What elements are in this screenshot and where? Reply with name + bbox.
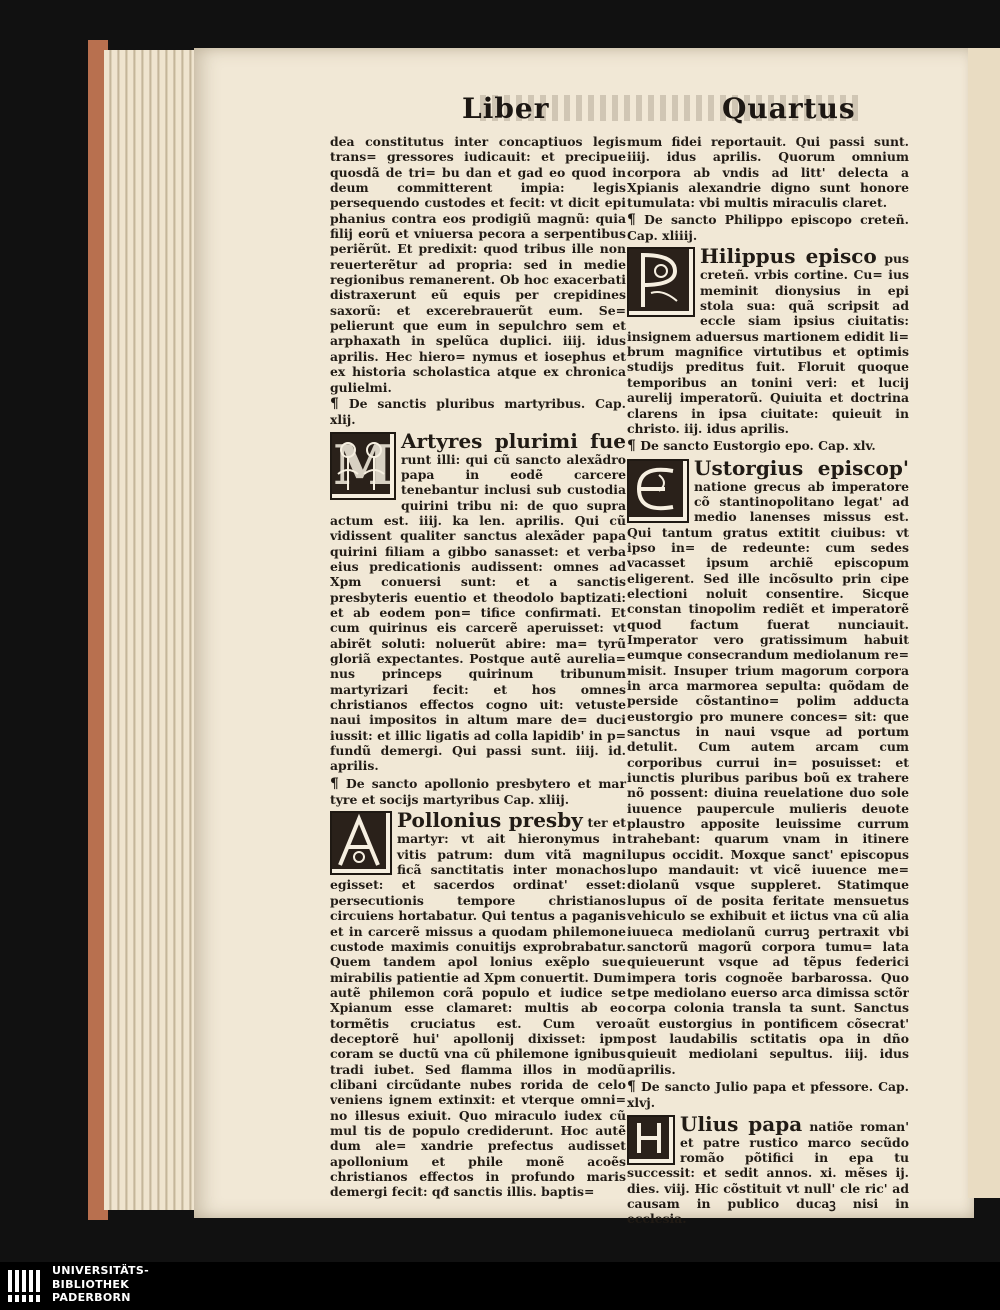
- pilcrow-icon: ¶: [330, 395, 339, 412]
- left-column: [330, 134, 626, 1200]
- woodcut-initial-e: [627, 459, 689, 523]
- library-name: [52, 1264, 149, 1305]
- floral-initial-ornament-icon: [629, 1117, 669, 1159]
- library-footer-bar: [0, 1262, 1000, 1310]
- library-logo-icon: [6, 1266, 44, 1306]
- running-head-left: Liber: [462, 92, 550, 125]
- pilcrow-icon: ¶: [330, 775, 339, 792]
- initial-letter: M: [333, 432, 393, 497]
- pilcrow-icon: ¶: [627, 438, 636, 455]
- text-philippus: pus creteñ. vrbis cortine. Cu= ius meminit dionysius in epi stola sua: quã scripsit ad eccle siam ipsius ciuitatis: insignem aduersus martionem edidit li= brum magnifice virtutibus et optimis studijs preditus fuit. Floruit quoque temporibus an tonini veri: et lucij aurelij imperatorũ. Quiuita et doctrina clarens in ipsa ciuitate: quieuit in christo. iij. idus aprilis.: [627, 251, 909, 436]
- woodcut-initial-a: [330, 811, 392, 875]
- chapter-apollonius: [330, 809, 626, 1199]
- rubric-philippus: [627, 212, 909, 244]
- incipit-martyres: Artyres plurimi fue: [401, 429, 626, 453]
- rubric-apollonius-text: De sancto apollonio presbytero et mar tyre et socijs martyribus Cap. xliij.: [330, 775, 626, 808]
- incipit-julius: Ulius papa: [680, 1112, 803, 1136]
- text-apollonius: ter et martyr: vt ait hieronymus in vitis patrum: dum vitã magni ficã sanctitatis inter monachos egisset: et sacerdos ordinat' esset: persecutionis tempore christianos circuiens hortabatur. Qui tentus a paganis et in carcerẽ missus a quodam philemone custode maximis conuitijs exprobrabatur. Quem tandem apol lonius exẽplo sue mirabilis patientie ad Xpm conuertit. Dum autẽ philemon corã populo et iudice se Xpianum esse clamaret: multis ab eo tormẽtis cruciatus est. Cum vero deceptorẽ hui' apollonij dixisset: ipm coram se ductũ vna cũ philemone ignibus tradi iubet. Sed flamma illos in modũ clibani circũdante nubes rorida de celo veniens ignem extinxit: et vterque omni= no illesus exiuit. Quo miraculo iudex cũ mul tis de populo crediderunt. Hoc autẽ dum ale= xandrie prefectus audisset apollonium et phile monẽ acoẽs christianos effectos in profundo maris demergi fecit: qđ sanctis illis. baptis=: [330, 815, 626, 1200]
- woodcut-initial-p: [627, 247, 695, 317]
- rubric-martyres: [330, 396, 626, 428]
- rubric-julius: [627, 1079, 909, 1111]
- incipit-philippus: Hilippus episco: [700, 245, 877, 269]
- incipit-eustorgius: Ustorgius episcop': [694, 456, 909, 480]
- incipit-julius-tail: natiõe roman' et patre rustico: [680, 1118, 909, 1150]
- chapter-eustorgius: [627, 457, 909, 1077]
- floral-initial-ornament-icon: [629, 249, 689, 311]
- rubric-apollonius: [330, 776, 626, 808]
- rubric-eustorgius: [627, 438, 909, 454]
- floral-initial-ornament-icon: [629, 461, 683, 517]
- rubric-philippus-text: De sancto Philippo episcopo creteñ. Cap. xliiij.: [627, 211, 909, 244]
- facing-page-edge: [968, 48, 1000, 1198]
- page-stack-edges: [104, 50, 200, 1210]
- library-name-line-2: BIBLIOTHEK: [52, 1277, 130, 1291]
- pilcrow-icon: ¶: [627, 1078, 636, 1095]
- right-opening-text: mum fidei reportauit. Qui passi sunt. iiij. idus aprilis. Quorum omnium corpora ab vndis ad litt' delecta a Xpianis alexandrie digno sunt honore tumulata: vbi multis miraculis claret.: [627, 134, 909, 211]
- rubric-eustorgius-text: De sancto Eustorgio epo. Cap. xlv.: [640, 438, 876, 454]
- rubric-martyres-text: De sanctis pluribus martyribus. Cap. xlij.: [330, 395, 626, 428]
- running-head-right: Quartus: [722, 92, 856, 125]
- incipit-apollonius: Pollonius presby: [397, 809, 583, 833]
- library-name-line-1: UNIVERSITÄTS-: [52, 1264, 149, 1277]
- chapter-julius: [627, 1113, 909, 1227]
- library-name-line-3: PADERBORN: [52, 1291, 131, 1304]
- pilcrow-icon: ¶: [627, 211, 636, 228]
- text-julius: marco secũdo romão põtifici in epa tu successit: et sedit annos. xi. mẽses ij. dies. viij. Hic cõstituit vt null' cle ric' ad causam in publico ducaꝫ nisi in ecclesia.: [627, 1134, 909, 1227]
- text-eustorgius: natione grecus ab imperatore cõ stantinopolitano legat' ad medio lanenses missus est. Qui tantum gratus extitit ciuibus: vt ipso in= de redeunte: cum sedes vacasset ipsum archiẽ episcopum eligerent. Sed ille incõsulto prin cipe electioni noluit consentire. Sicque constan tinopolim rediẽt et imperatorẽ quod factum fuerat nunciauit. Imperator vero gratissimum habuit eumque consecrandum mediolanum re= misit. Insuper trium magorum corpora in arca marmorea sepulta: quõdam de perside cõstantino= polim adducta eustorgio pro munere conces= sit: que sanctus in naui vsque ad portum detulit. Cum autem arcam cum corporibus currui in= posuisset: et iunctis pluribus paribus boũ ex trahere nõ possent: diuina reuelatione duo sole iuuence paupercule mulieris deuote plaustro apposite leuissime currum trahebant: quarum vnam in itinere lupus occidit. Moxque sanct' episcopus lupo mandauit: vt vicẽ iuuence me= diolanũ vsque suppleret. Statimque lupus oĩ de posita feritate mensuetus vehiculo se exhibuit et iictus vna cũ alia iuueca mediolanũ curruꝫ pertraxit vbi sanctorũ magorũ corpora tumu= lata quieuerunt vsque ad tẽpus federici impera toris cognoẽe barbarossa. Quo tpe mediolano euerso arca dimissa sctõr corpa colonia transla ta sunt. Sanctus aũt eustorgius in pontificem cõsecrat' post laudabilis sctitatis opa in dño quieuit mediolani sepultus. iiij. idus aprilis.: [627, 478, 909, 1077]
- text-martyres: runt illi: qui cũ sancto alexãdro papa in eodẽ carcere tenebantur inclusi sub custodia quirini tribu ni: de quo supra actum est. iiij. ka len. aprilis. Qui cũ vidissent qualiter sanctus alexãder papa quirini filiam a gibbo sanasset: et verba eius predicationis audissent: omnes ad Xpm conuersi sunt: et a sanctis presbyteris euentio et theodolo baptizati: et ab eodem pon= tifice confirmati. Et cum quirinus eis carcerẽ aperuisset: vt abirẽt soluti: noluerũt abire: ma= tyrũ gloriã expectantes. Postque autẽ aurelia= nus princeps quirinum tribunum martyrizari fecit: et hos omnes christianos effectos cogno uit: vetuste naui impositos in altum mare de= duci iussit: et illic ligatis ad colla lapidib' in p= fundũ demergi. Qui passi sunt. iiij. id. aprilis.: [330, 451, 626, 774]
- chapter-philippus: [627, 245, 909, 436]
- rubric-julius-text: De sancto Julio papa et pfessore. Cap. xlvj.: [627, 1078, 909, 1111]
- woodcut-initial-m: [330, 432, 396, 500]
- chapter-martyres: [330, 430, 626, 774]
- left-opening-text: dea constitutus inter concaptiuos legis trans= gressores iudicauit: et precipue quosdã de tri= bu dan et gad eo quod in deum committerent impia: legis persequendo custodes et fecit: vt dicit epi phanius contra eos prodigiũ magnũ: quia filij eorũ et vniuersa pecora a serpentibus periẽrũt. Et predixit: quod tribus ille non reuerterẽtur ad propria: sed in medie regionibus remanerent. Ob hoc exacerbati distraxerunt eũ equis per crepidines saxorũ: et excerebrauerũt eum. Se= pelierunt que eum in sepulchro sem et arphaxath in spelũca duplici. iiij. idus aprilis. Hec hiero= nymus et iosephus et ex historia scholastica atque ex chronica gulielmi.: [330, 134, 626, 395]
- right-column: [627, 134, 909, 1227]
- floral-initial-ornament-icon: [332, 813, 386, 869]
- woodcut-initial-j: [627, 1115, 675, 1165]
